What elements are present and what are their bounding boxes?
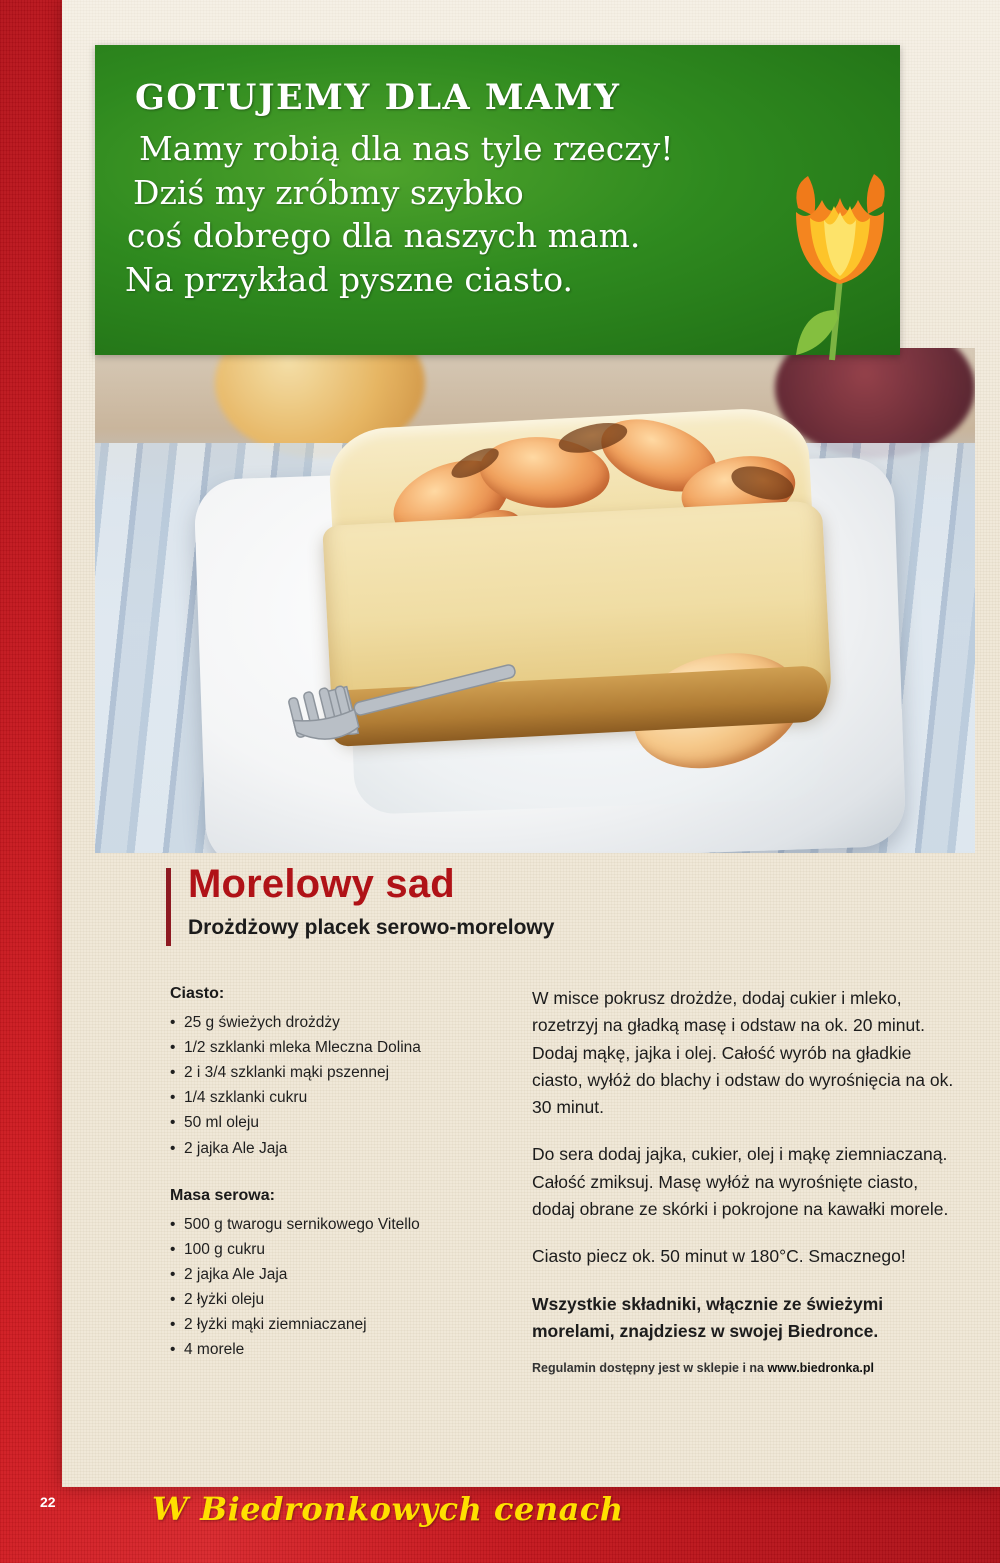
- banner-title: GOTUJEMY DLA MAMY: [135, 77, 621, 118]
- list-item: • 50 ml oleju: [170, 1110, 515, 1135]
- list-item: • 25 g świeżych drożdży: [170, 1010, 515, 1035]
- banner-text: [125, 127, 805, 301]
- list-item: • 1/4 szklanki cukru: [170, 1085, 515, 1110]
- spacer: [170, 1161, 515, 1187]
- banner-line-4: Na przykład pyszne ciasto.: [125, 259, 573, 299]
- legal-url[interactable]: www.biedronka.pl: [767, 1361, 874, 1376]
- footer-slogan: W Biedronkowych cenach: [152, 1490, 624, 1528]
- ingredients-cheese-list: [170, 1212, 515, 1363]
- banner-line-3: coś dobrego dla naszych mam.: [127, 216, 641, 256]
- legal-text: Regulamin dostępny jest w sklepie i na: [532, 1361, 768, 1376]
- page-title: Morelowy sad: [188, 862, 455, 906]
- list-item: • 2 jajka Ale Jaja: [170, 1262, 515, 1287]
- ingredients-column: [170, 985, 515, 1362]
- list-item: • 2 łyżki mąki ziemniaczanej: [170, 1312, 515, 1337]
- method-paragraph-3: Ciasto piecz ok. 50 minut w 180°C. Smacznego!: [532, 1246, 906, 1267]
- page-number: 22: [40, 1494, 56, 1510]
- ingredients-cheese-heading: Masa serowa:: [170, 1186, 275, 1204]
- list-item: • 100 g cukru: [170, 1237, 515, 1262]
- banner-line-1: Mamy robią dla nas tyle rzeczy!: [139, 129, 674, 168]
- list-item: • 500 g twarogu sernikowego Vitello: [170, 1212, 515, 1237]
- legal-note: [532, 1361, 962, 1375]
- list-item: • 2 łyżki oleju: [170, 1287, 515, 1312]
- list-item: • 2 jajka Ale Jaja: [170, 1136, 515, 1161]
- ingredients-dough-list: [170, 1010, 515, 1161]
- title-accent-bar: [166, 868, 171, 946]
- recipe-subtitle: Drożdżowy placek serowo-morelowy: [188, 916, 555, 939]
- list-item: • 4 morele: [170, 1337, 515, 1362]
- method-paragraph-1: W misce pokrusz drożdże, dodaj cukier i mleko, rozetrzyj na gładką masę i odstaw na ok. 20 minut. Dodaj mąkę, jajka i olej. Całość wyrób na gładkie ciasto, wyłóż do blachy i odstaw do wyrośnięcia na ok. 30 minut.: [532, 988, 954, 1118]
- tulip-icon: [762, 160, 922, 380]
- ingredients-dough-heading: Ciasto:: [170, 985, 225, 1002]
- magazine-page: [62, 0, 1000, 1487]
- recipe-photo: [95, 348, 975, 853]
- list-item: • 2 i 3/4 szklanki mąki pszennej: [170, 1060, 515, 1085]
- banner-line-2: Dziś my zróbmy szybko: [133, 172, 524, 212]
- method-highlight: Wszystkie składniki, włącznie ze świeżymi morelami, znajdziesz w swojej Biedronce.: [532, 1293, 884, 1341]
- list-item: • 1/2 szklanki mleka Mleczna Dolina: [170, 1035, 515, 1060]
- method-paragraph-2: Do sera dodaj jajka, cukier, olej i mąkę ziemniaczaną. Całość zmiksuj. Masę wyłóż na wyrośnięte ciasto, dodaj obrane ze skórki i pokrojone na kawałki morele.: [532, 1144, 949, 1220]
- method-column: [532, 985, 962, 1375]
